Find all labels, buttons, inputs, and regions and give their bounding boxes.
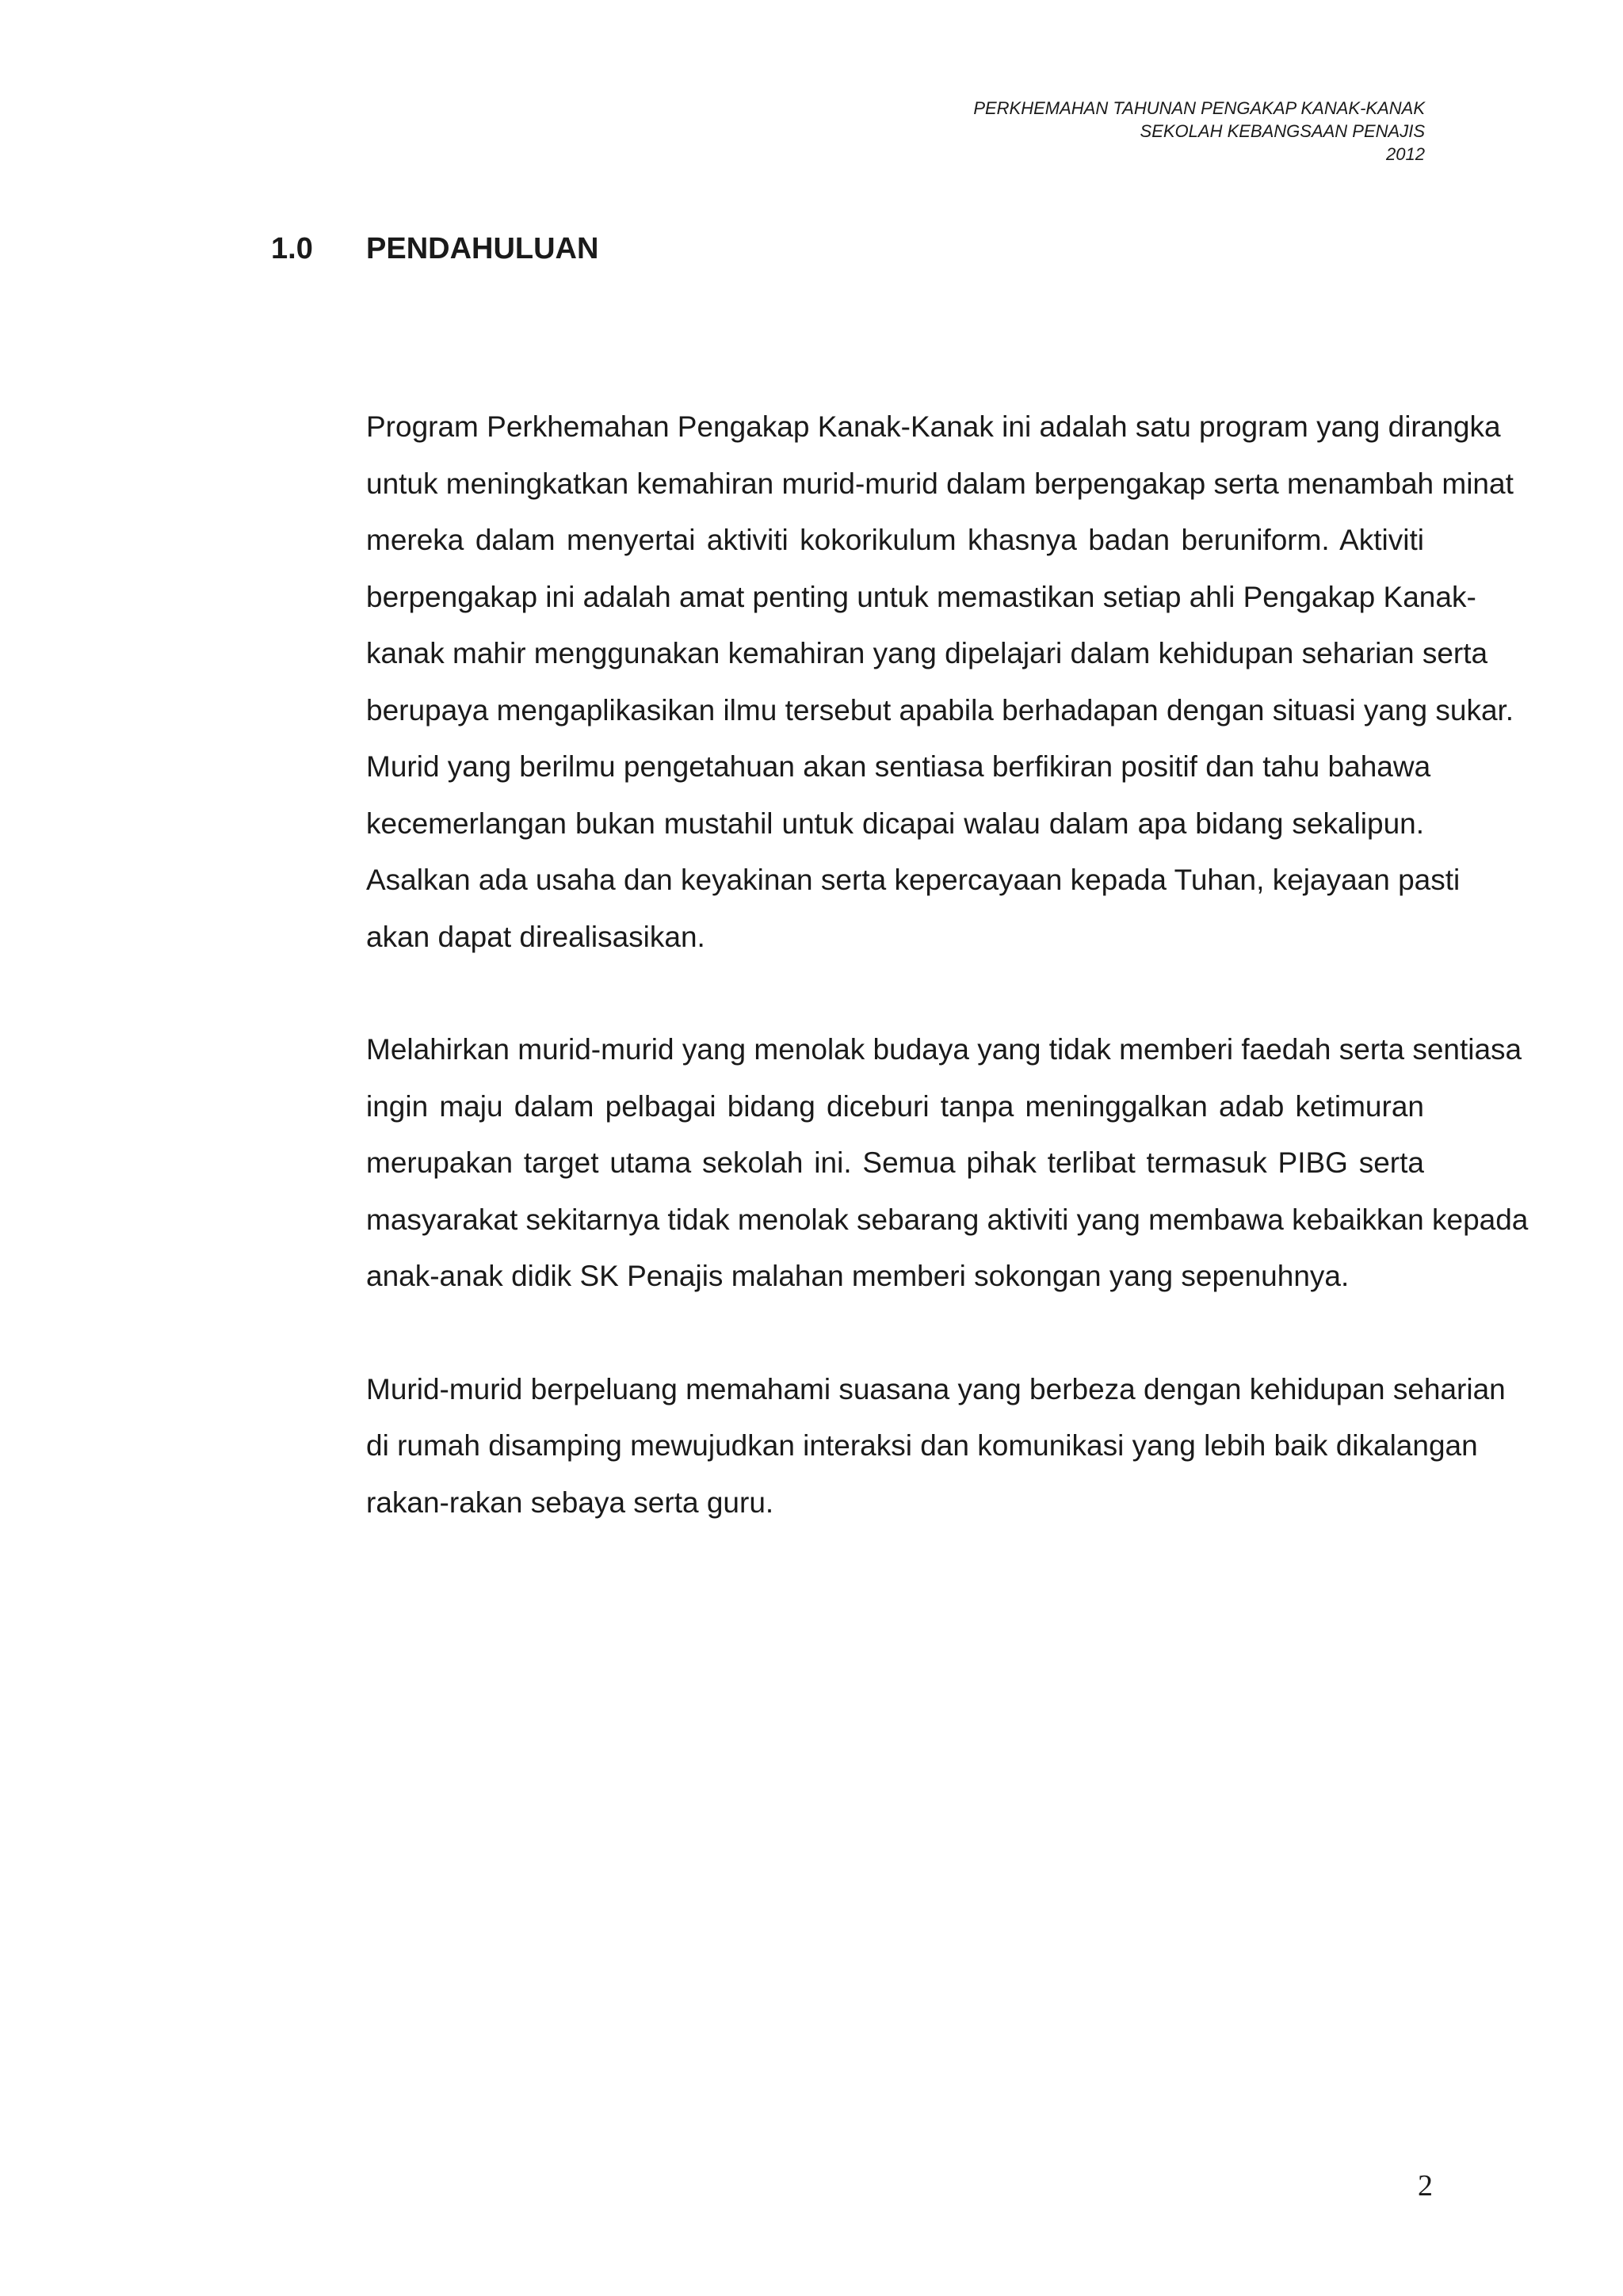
text-line: merupakan target utama sekolah ini. Semua pihak terlibat termasuk PIBG serta	[366, 1146, 1424, 1179]
text-line: untuk meningkatkan kemahiran murid-murid dalam berpengakap serta menambah minat	[366, 467, 1514, 500]
paragraph	[366, 399, 1514, 965]
section-number: 1.0	[271, 232, 313, 265]
header-school-line: SEKOLAH KEBANGSAAN PENAJIS	[1140, 121, 1425, 141]
text-line: mereka dalam menyertai aktiviti kokorikulum khasnya badan beruniform. Aktiviti	[366, 524, 1424, 556]
paragraph	[366, 1361, 1506, 1531]
page-number: 2	[1418, 2169, 1433, 2203]
text-line: Melahirkan murid-murid yang menolak budaya yang tidak memberi faedah serta sentiasa	[366, 1033, 1522, 1066]
text-line: Program Perkhemahan Pengakap Kanak-Kanak ini adalah satu program yang dirangka	[366, 410, 1501, 443]
header-year-line: 2012	[1386, 144, 1425, 164]
paragraph	[366, 1021, 1529, 1305]
text-line: kanak mahir menggunakan kemahiran yang dipelajari dalam kehidupan seharian serta	[366, 637, 1488, 669]
section-heading	[271, 230, 598, 268]
text-line: rakan-rakan sebaya serta guru.	[366, 1486, 774, 1519]
text-line: Asalkan ada usaha dan keyakinan serta kepercayaan kepada Tuhan, kejayaan pasti	[366, 864, 1461, 896]
text-line: kecemerlangan bukan mustahil untuk dicapai walau dalam apa bidang sekalipun.	[366, 807, 1424, 840]
text-line: akan dapat direalisasikan.	[366, 920, 705, 953]
text-line: anak-anak didik SK Penajis malahan memberi sokongan yang sepenuhnya.	[366, 1260, 1350, 1292]
body-text	[366, 399, 1529, 1531]
text-line: berupaya mengaplikasikan ilmu tersebut apabila berhadapan dengan situasi yang sukar.	[366, 693, 1514, 727]
text-line: berpengakap ini adalah amat penting untuk memastikan setiap ahli Pengakap Kanak-	[366, 580, 1476, 613]
text-line: Murid yang berilmu pengetahuan akan sentiasa berfikiran positif dan tahu bahawa	[366, 750, 1431, 783]
section-title: PENDAHULUAN	[366, 232, 599, 265]
text-line: di rumah disamping mewujudkan interaksi dan komunikasi yang lebih baik dikalangan	[366, 1429, 1478, 1462]
running-header	[973, 97, 1425, 166]
text-line: Murid-murid berpeluang memahami suasana yang berbeza dengan kehidupan seharian	[366, 1372, 1506, 1405]
text-line: ingin maju dalam pelbagai bidang diceburi tanpa meninggalkan adab ketimuran	[366, 1089, 1424, 1123]
text-line: masyarakat sekitarnya tidak menolak sebarang aktiviti yang membawa kebaikkan kepada	[366, 1203, 1529, 1236]
header-title-line: PERKHEMAHAN TAHUNAN PENGAKAP KANAK-KANAK	[973, 98, 1425, 118]
